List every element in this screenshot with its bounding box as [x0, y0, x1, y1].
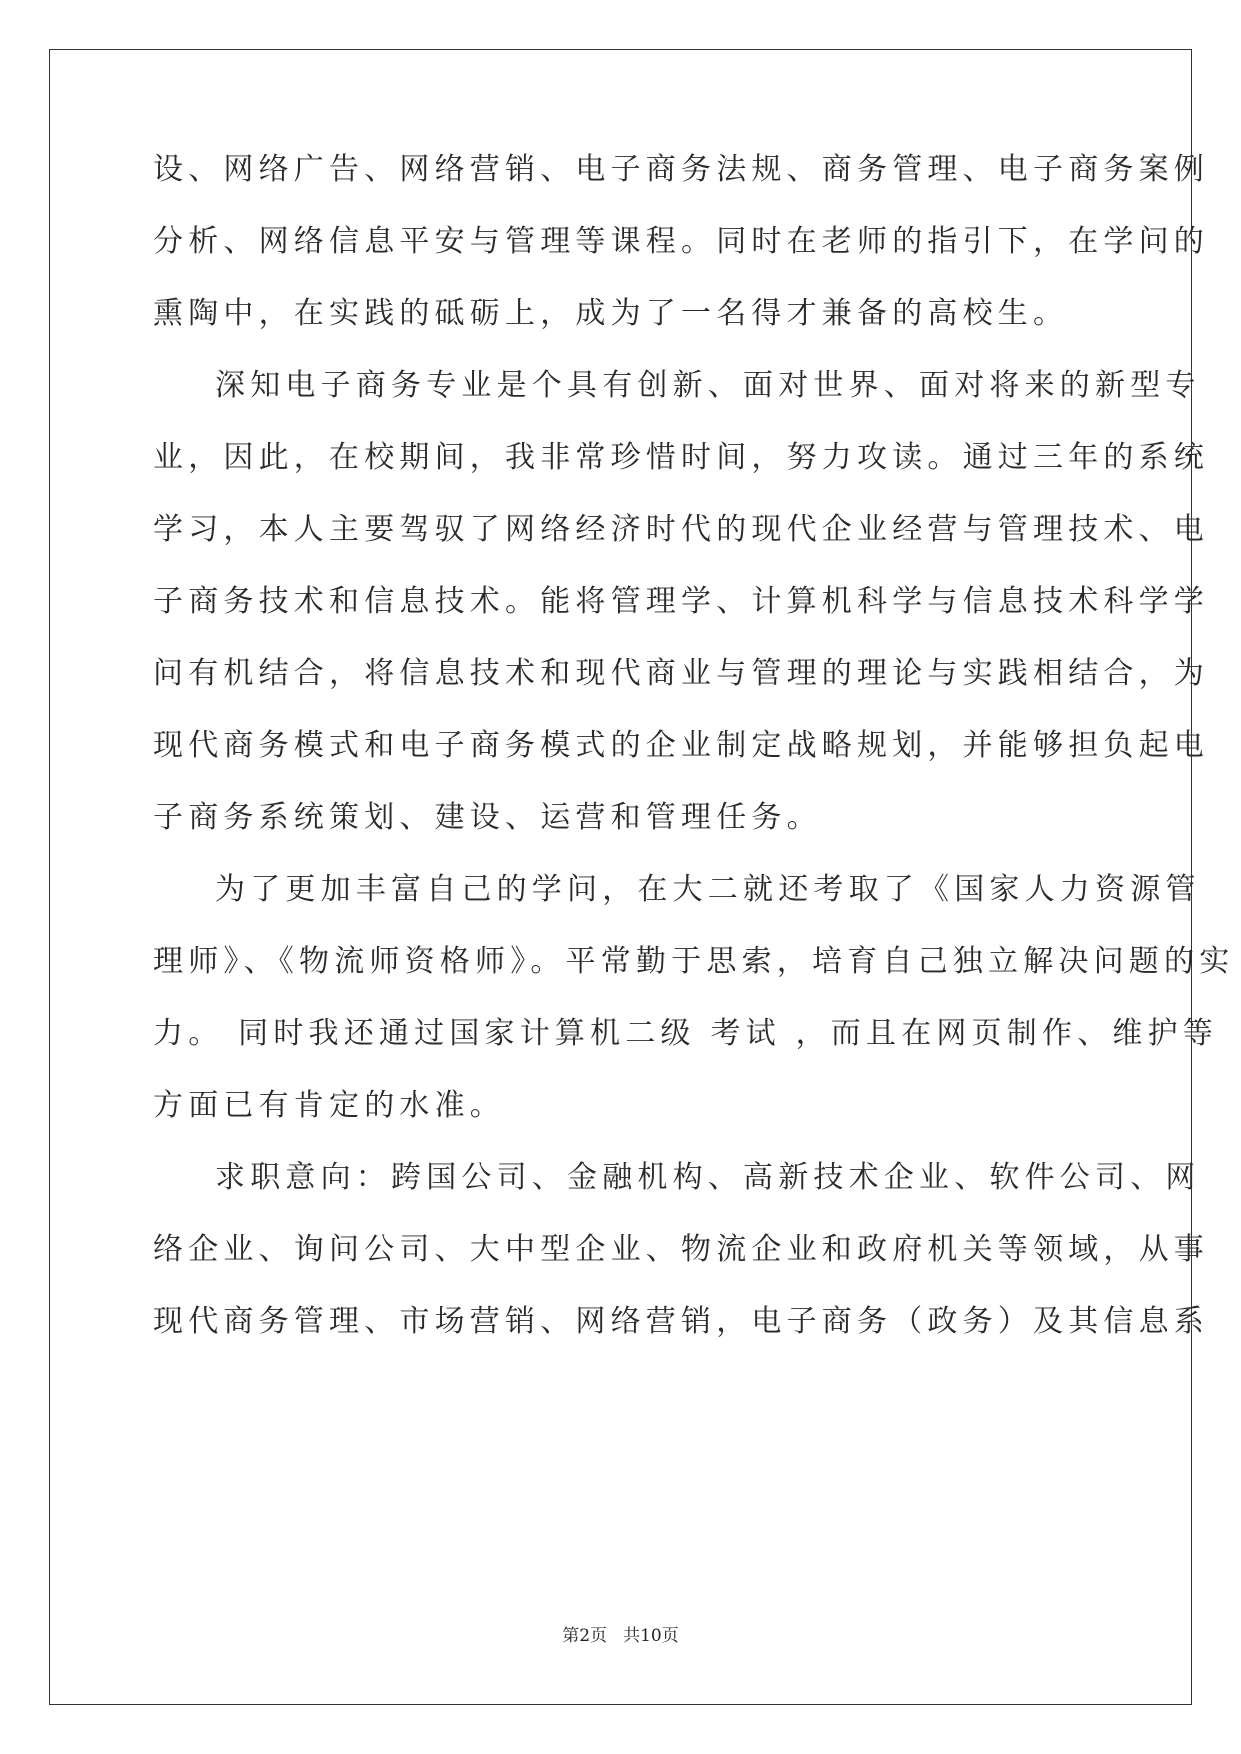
body-line: 子商务系统策划、建设、运营和管理任务。: [153, 800, 822, 835]
body-line: 现代商务管理、市场营销、网络营销，电子商务（政务）及其信息系: [153, 1304, 1209, 1339]
page-footer: [0, 1624, 1241, 1648]
body-line: 分析、网络信息平安与管理等课程。同时在老师的指引下，在学问的: [153, 224, 1209, 259]
body-line: 力。 同时我还通过国家计算机二级 考试 ，而且在网页制作、维护等: [153, 1016, 1219, 1051]
page-total: 共10页: [623, 1626, 679, 1646]
body-line: 业，因此，在校期间，我非常珍惜时间，努力攻读。通过三年的系统: [153, 440, 1209, 475]
paragraph-start-line: 深知电子商务专业是个具有创新、面对世界、面对将来的新型专: [215, 368, 1201, 403]
paragraph-start-line: 为了更加丰富自己的学问，在大二就还考取了《国家人力资源管: [215, 872, 1201, 907]
paragraph-start-line: 求职意向：跨国公司、金融机构、高新技术企业、软件公司、网: [215, 1160, 1201, 1195]
body-line: 问有机结合，将信息技术和现代商业与管理的理论与实践相结合，为: [153, 656, 1209, 691]
body-line: 络企业、询问公司、大中型企业、物流企业和政府机关等领域，从事: [153, 1232, 1209, 1267]
body-line: 子商务技术和信息技术。能将管理学、计算机科学与信息技术科学学: [153, 584, 1209, 619]
body-line: 设、网络广告、网络营销、电子商务法规、商务管理、电子商务案例: [153, 152, 1209, 187]
body-line: 现代商务模式和电子商务模式的企业制定战略规划，并能够担负起电: [153, 728, 1209, 763]
body-line: 理师》、《物流师资格师》。平常勤于思索，培育自己独立解决问题的实: [153, 944, 1235, 979]
body-line: 方面已有肯定的水准。: [153, 1088, 505, 1123]
page-number: 第2页: [562, 1626, 608, 1646]
body-line: 学习，本人主要驾驭了网络经济时代的现代企业经营与管理技术、电: [153, 512, 1209, 547]
body-line: 熏陶中，在实践的砥砺上，成为了一名得才兼备的高校生。: [153, 296, 1069, 331]
